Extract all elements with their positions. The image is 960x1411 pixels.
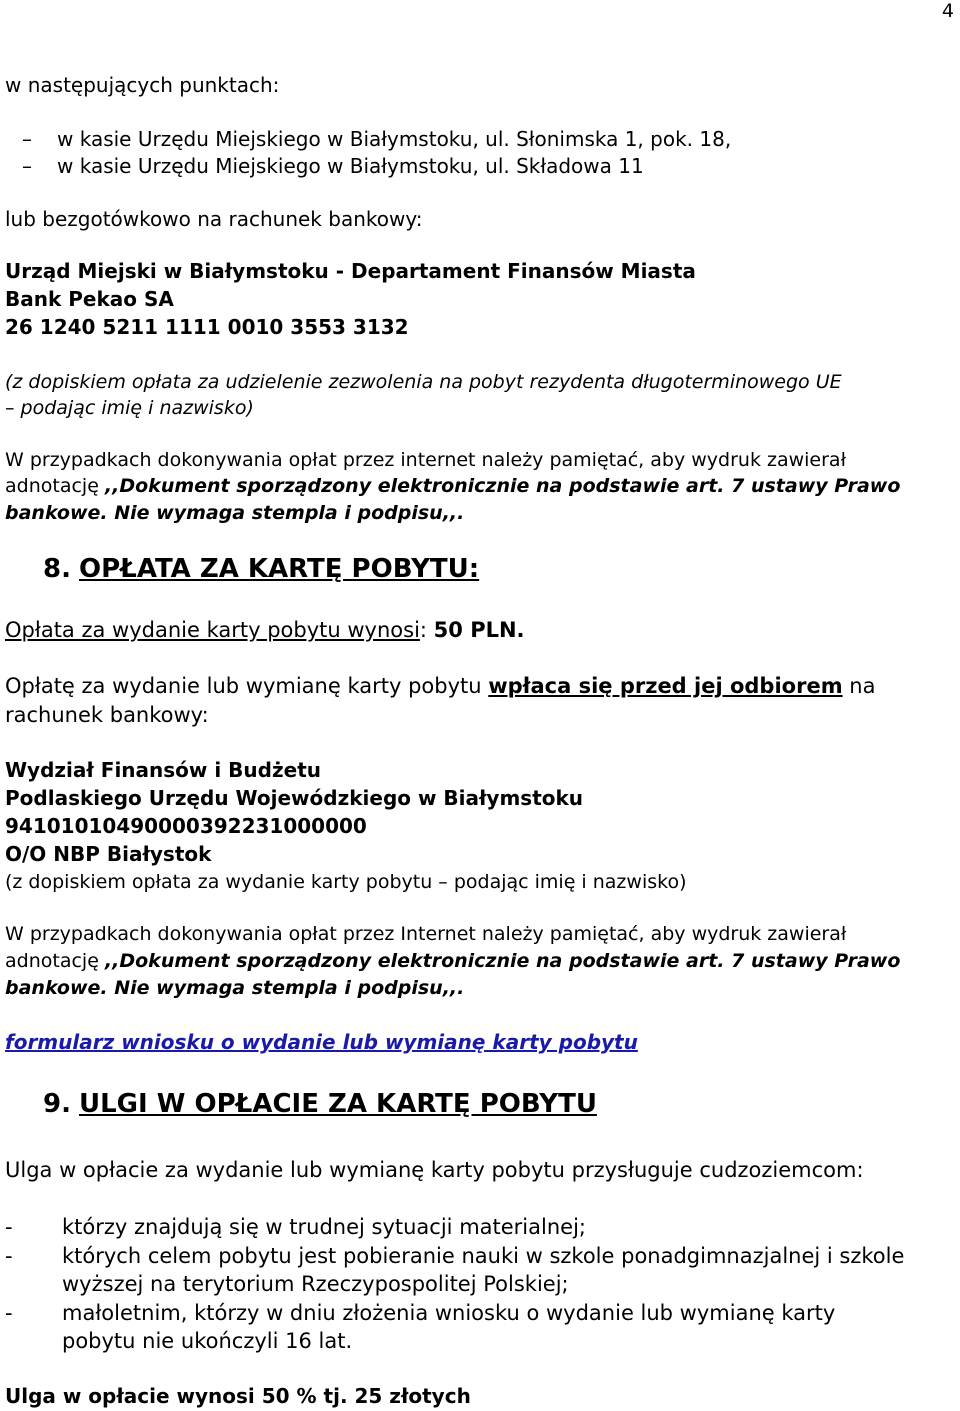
payment-info-prefix: Opłatę za wydanie lub wymianę karty pobytu xyxy=(5,674,489,698)
account2-office: Podlaskiego Urzędu Wojewódzkiego w Białymstoku xyxy=(5,786,584,810)
account2-name: Wydział Finansów i Budżetu xyxy=(5,758,321,782)
adnotation-text: ,,Dokument sporządzony elektronicznie na podstawie art. 7 ustawy Prawo xyxy=(104,475,901,497)
internet-note-line xyxy=(5,473,900,499)
account1-note-cont: – podając imię i nazwisko) xyxy=(5,397,254,419)
internet-note-line: W przypadkach dokonywania opłat przez Internet należy pamiętać, aby wydruk zawierał xyxy=(5,923,847,945)
payment-emphasis: wpłaca się przed jej odbiorem xyxy=(488,674,843,698)
cashier-point: w kasie Urzędu Miejskiego w Białymstoku, ul. Słonimska 1, pok. 18, xyxy=(57,127,732,151)
account2-branch: O/O NBP Białystok xyxy=(5,842,212,866)
adnotation-prefix: adnotację xyxy=(5,475,105,497)
adnotation-prefix: adnotację xyxy=(5,950,105,972)
adnotation-text: ,,Dokument sporządzony elektronicznie na podstawie art. 7 ustawy Prawo xyxy=(104,950,901,972)
fee-colon: : xyxy=(419,618,434,642)
transfer-intro: lub bezgotówkowo na rachunek bankowy: xyxy=(5,207,423,231)
fee-label: Opłata za wydanie karty pobytu wynosi xyxy=(5,618,420,642)
cashier-point: w kasie Urzędu Miejskiego w Białymstoku, ul. Składowa 11 xyxy=(57,154,644,178)
account1-note: (z dopiskiem opłata za udzielenie zezwolenia na pobyt rezydenta długoterminowego UE xyxy=(5,371,842,393)
account2-note: (z dopiskiem opłata za wydanie karty pobytu – podając imię i nazwisko) xyxy=(5,871,687,893)
account2-number: 94101010490000392231000000 xyxy=(5,814,367,838)
list-marker: - xyxy=(5,1301,13,1325)
relief-amount: Ulga w opłacie wynosi 50 % tj. 25 złotych xyxy=(5,1384,471,1408)
relief-item-cont: pobytu nie ukończyli 16 lat. xyxy=(62,1329,353,1353)
section-title: OPŁATA ZA KARTĘ POBYTU: xyxy=(79,554,480,584)
fee-line xyxy=(5,617,525,643)
form-link[interactable]: formularz wniosku o wydanie lub wymianę karty pobytu xyxy=(5,1030,638,1054)
payment-info-cont: rachunek bankowy: xyxy=(5,703,209,727)
payment-info-suffix: na xyxy=(842,674,876,698)
payment-info xyxy=(5,673,875,699)
section-number: 8. xyxy=(43,554,71,584)
relief-item: których celem pobytu jest pobieranie nauki w szkole ponadgimnazjalnej i szkole xyxy=(62,1244,905,1268)
list-marker: - xyxy=(5,1244,13,1268)
account1-bank: Bank Pekao SA xyxy=(5,287,174,311)
adnotation-text-cont: bankowe. Nie wymaga stempla i podpisu,,. xyxy=(5,502,465,524)
relief-item-cont: wyższej na terytorium Rzeczypospolitej Polskiej; xyxy=(62,1272,569,1296)
account1-number: 26 1240 5211 1111 0010 3553 3132 xyxy=(5,315,409,339)
section-number: 9. xyxy=(43,1089,71,1119)
dash-marker: – xyxy=(22,127,32,151)
relief-item: którzy znajdują się w trudnej sytuacji materialnej; xyxy=(62,1215,586,1239)
section-title: ULGI W OPŁACIE ZA KARTĘ POBYTU xyxy=(79,1089,597,1119)
adnotation-text-cont: bankowe. Nie wymaga stempla i podpisu,,. xyxy=(5,977,465,999)
relief-item: małoletnim, którzy w dniu złożenia wniosku o wydanie lub wymianę karty xyxy=(62,1301,836,1325)
intro-text: w następujących punktach: xyxy=(5,73,280,97)
fee-amount: 50 PLN. xyxy=(433,618,525,642)
account1-name: Urząd Miejski w Białymstoku - Departament Finansów Miasta xyxy=(5,259,696,283)
dash-marker: – xyxy=(22,154,32,178)
internet-note-line: W przypadkach dokonywania opłat przez internet należy pamiętać, aby wydruk zawierał xyxy=(5,449,846,471)
relief-intro: Ulga w opłacie za wydanie lub wymianę karty pobytu przysługuje cudzoziemcom: xyxy=(5,1158,864,1182)
internet-note-line xyxy=(5,948,900,974)
page-number: 4 xyxy=(941,0,954,22)
list-marker: - xyxy=(5,1215,13,1239)
